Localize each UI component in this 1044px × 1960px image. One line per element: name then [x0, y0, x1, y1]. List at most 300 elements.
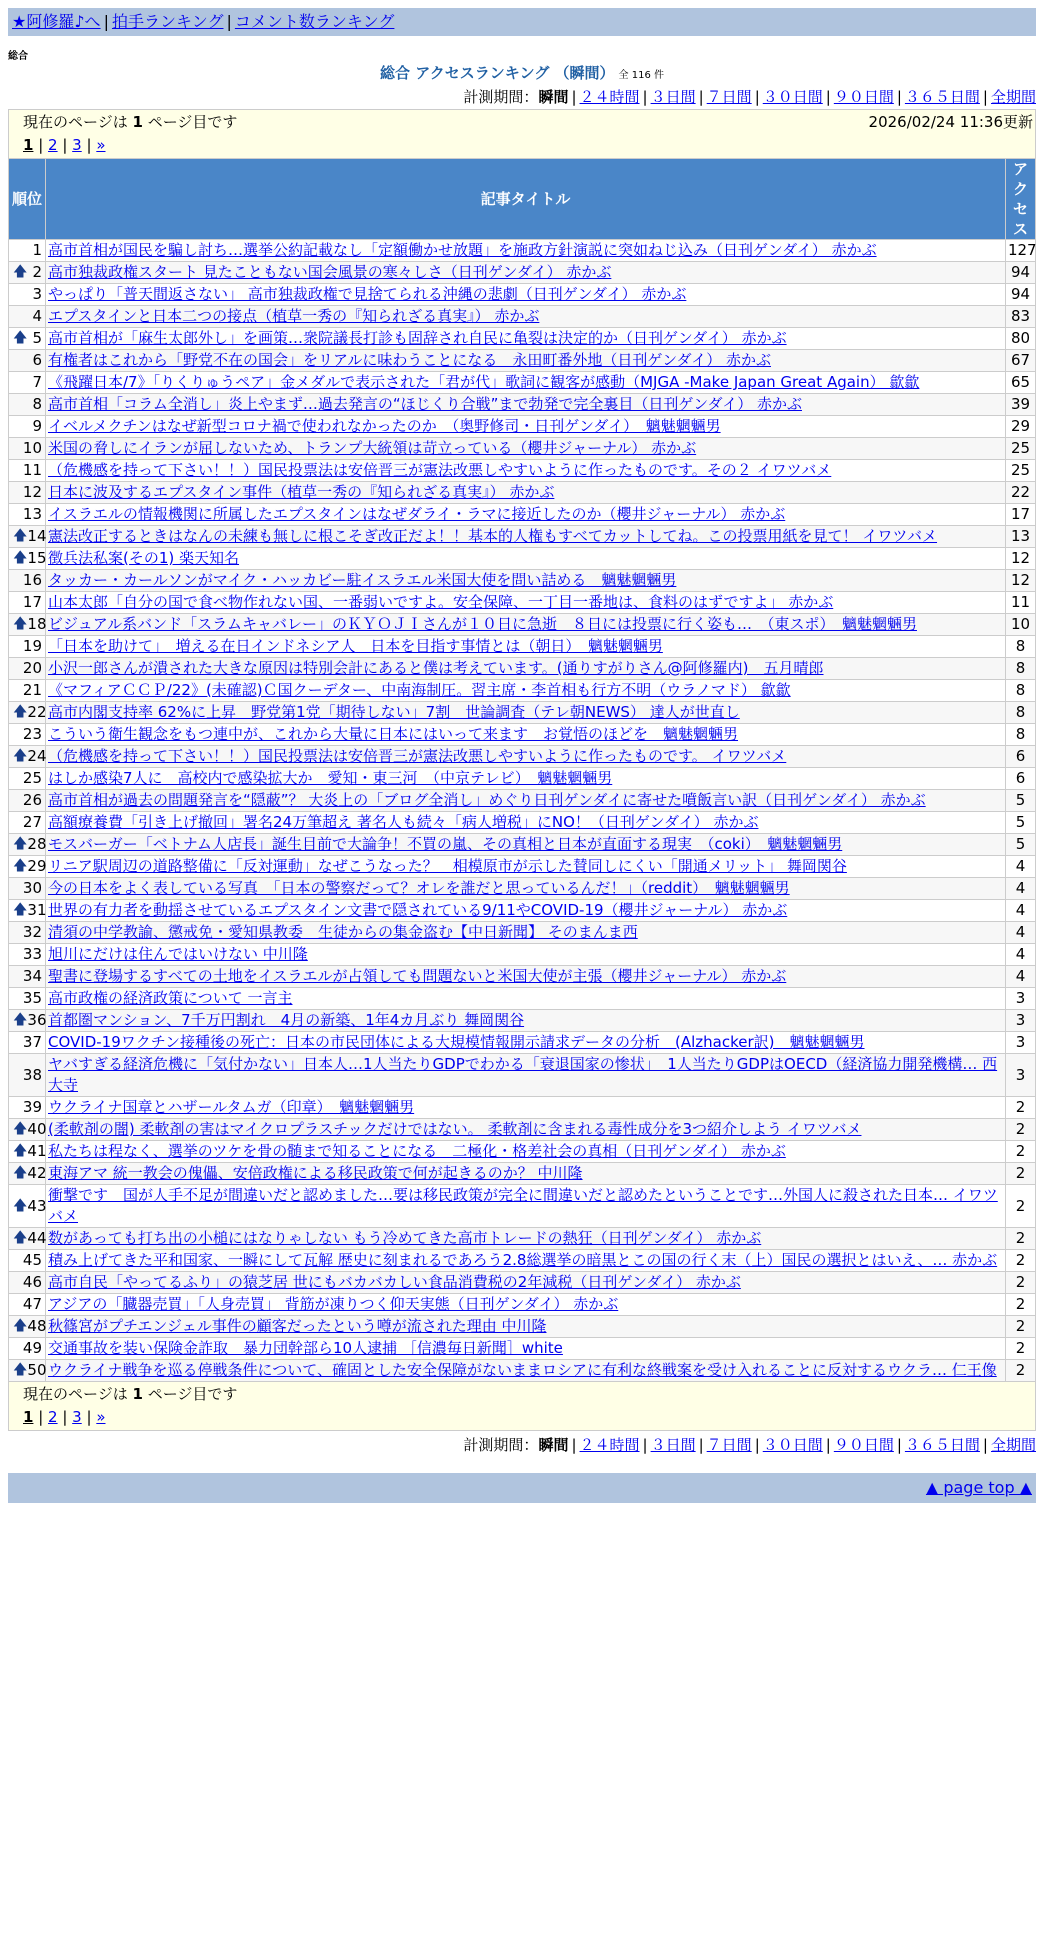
rank-cell	[9, 372, 46, 394]
separator: |	[571, 1436, 577, 1454]
article-link[interactable]: モスバーガー「ベトナム人店長」誕生目前で大論争！不買の嵐、その真相と日本が直面する現実 （coki） 魑魅魍魎男	[48, 835, 843, 853]
rank-up-arrow-icon: 🡅	[13, 528, 28, 544]
rank-up-arrow-icon: 🡅	[13, 858, 28, 874]
article-link[interactable]: イベルメクチンはなぜ新型コロナ禍で使われなかったのか （奥野修司・日刊ゲンダイ） 魑魅魍魎男	[48, 417, 721, 435]
article-link[interactable]: 徴兵法私案(その1) 楽天知名	[48, 549, 240, 567]
period-label: 計測期間：	[463, 1436, 539, 1454]
article-link[interactable]: 高市政権の経済政策について 一言主	[48, 989, 293, 1007]
pager-link-1[interactable]: 3	[72, 136, 82, 154]
period-link-4[interactable]: ９０日間	[833, 1436, 894, 1454]
period-link-2[interactable]: ７日間	[706, 88, 752, 106]
rank-number: 9	[32, 417, 42, 435]
period-link-5[interactable]: ３６５日間	[904, 88, 980, 106]
article-link[interactable]: 衝撃です 国が人手不足が間違いだと認めました…要は移民政策が完全に間違いだと認めたということです…外国人に殺された日本… イワツバメ	[48, 1186, 998, 1225]
rank-cell	[9, 966, 46, 988]
title-cell	[46, 416, 1006, 438]
pager-current: 1	[23, 1408, 34, 1426]
rank-cell	[9, 548, 46, 570]
title-cell	[46, 922, 1006, 944]
table-row	[9, 1032, 1036, 1054]
page-info-row	[9, 110, 1036, 159]
pager-link-2[interactable]: »	[96, 1408, 106, 1426]
article-link[interactable]: 山本太郎「自分の国で食べ物作れない国、一番弱いですよ。安全保障、一丁目一番地は、食料のはずですよ」 赤かぶ	[48, 593, 834, 611]
access-count: 8	[1005, 724, 1035, 746]
rank-cell	[9, 1185, 46, 1228]
rank-cell	[9, 658, 46, 680]
rank-up-arrow-icon: 🡅	[13, 1230, 28, 1246]
article-link[interactable]: 小沢一郎さんが潰された大きな原因は特別会計にあると僕は考えています。(通りすがりさん@阿修羅内) 五月晴郎	[48, 659, 824, 677]
rank-up-arrow-icon: 🡅	[13, 264, 28, 280]
separator: |	[57, 136, 73, 154]
access-count: 3	[1005, 988, 1035, 1010]
title-cell	[46, 1163, 1006, 1185]
title-cell	[46, 1010, 1006, 1032]
home-link[interactable]: ★阿修羅♪へ	[12, 12, 101, 31]
rank-number: 10	[22, 439, 42, 457]
title-cell	[46, 328, 1006, 350]
access-count: 8	[1005, 636, 1035, 658]
rank-cell	[9, 1294, 46, 1316]
rank-number: 7	[32, 373, 42, 391]
article-link[interactable]: 高市首相「コラム全消し」炎上やまず…過去発言の“ほじくり合戦”まで勃発で完全裏目（日刊ゲンダイ） 赤かぶ	[48, 395, 802, 413]
separator: |	[33, 1408, 49, 1426]
rank-header: 順位	[9, 159, 46, 240]
article-link[interactable]: 日本に波及するエプスタイン事件（植草一秀の『知られざる真実』） 赤かぶ	[48, 483, 555, 501]
article-link[interactable]: こういう衛生観念をもつ連中が、これから大量に日本にはいって来ます お覚悟のほどを 魑魅魍魎男	[48, 725, 739, 743]
rank-cell	[9, 1119, 46, 1141]
title-cell	[46, 284, 1006, 306]
pager-link-1[interactable]: 3	[72, 1408, 82, 1426]
separator: |	[81, 1408, 97, 1426]
article-link[interactable]: 憲法改正するときはなんの未練も無しに根こそぎ改正だよ！！基本的人権もすべてカットしてね。この投票用紙を見て！ イワツバメ	[48, 527, 938, 545]
article-link[interactable]: （危機感を持って下さい！！）国民投票法は安倍晋三が憲法改悪しやすいように作ったものです。その２ イワツバメ	[48, 461, 832, 479]
title-cell	[46, 812, 1006, 834]
title-cell	[46, 526, 1006, 548]
article-link[interactable]: COVID-19ワクチン接種後の死亡：日本の市民団体による大規模情報開示請求データの分析 (Alzhacker訳) 魑魅魍魎男	[48, 1033, 865, 1051]
table-row	[9, 1250, 1036, 1272]
table-row	[9, 306, 1036, 328]
title-cell	[46, 790, 1006, 812]
rank-up-arrow-icon: 🡅	[13, 902, 28, 918]
rank-cell	[9, 460, 46, 482]
footer-bar	[8, 1473, 1036, 1503]
pager-top	[9, 134, 1035, 158]
access-count: 2	[1005, 1119, 1035, 1141]
rank-number: 1	[32, 241, 42, 259]
title-cell	[46, 1185, 1006, 1228]
rank-cell	[9, 614, 46, 636]
rank-cell	[9, 1097, 46, 1119]
table-row	[9, 856, 1036, 878]
rank-up-arrow-icon: 🡅	[13, 616, 28, 632]
total-count: 全 116 件	[618, 70, 664, 81]
separator: |	[754, 1436, 760, 1454]
article-link[interactable]: 有権者はこれから「野党不在の国会」をリアルに味わうことになる 永田町番外地（日刊ゲンダイ） 赤かぶ	[48, 351, 771, 369]
access-count: 2	[1005, 1097, 1035, 1119]
title-cell	[46, 856, 1006, 878]
article-link[interactable]: 《マフィアＣＣＰ/22》(未確認)Ｃ国クーデター、中南海制圧。習主席・李首相も行方不明（ウラノマド） 歙歙	[48, 681, 791, 699]
rank-up-arrow-icon: 🡅	[13, 1121, 28, 1137]
article-link[interactable]: (柔軟剤の闇) 柔軟剤の害はマイクロプラスチックだけではない。 柔軟剤に含まれる毒性成分を3つ紹介しよう イワツバメ	[48, 1120, 862, 1138]
article-link[interactable]: 高額療養費「引き上げ撤回」署名24万筆超え 著名人も続々「病人増税」にNO！（日刊ゲンダイ） 赤かぶ	[48, 813, 759, 831]
rank-number: 4	[32, 307, 42, 325]
article-link[interactable]: （危機感を持って下さい！！）国民投票法は安倍晋三が憲法改悪しやすいように作ったものです。 イワツバメ	[48, 747, 787, 765]
period-current: 瞬間	[538, 1436, 569, 1454]
article-link[interactable]: 今の日本をよく表している写真 「日本の警察だって？オレを誰だと思っているんだ！」（reddit） 魑魅魍魎男	[48, 879, 790, 897]
article-link[interactable]: エプスタインと日本二つの接点（植草一秀の『知られざる真実』） 赤かぶ	[48, 307, 540, 325]
access-count: 2	[1005, 1185, 1035, 1228]
rank-cell	[9, 1163, 46, 1185]
rank-cell	[9, 1010, 46, 1032]
table-row	[9, 1360, 1036, 1382]
rank-cell	[9, 1250, 46, 1272]
title-cell	[46, 1294, 1006, 1316]
rank-cell	[9, 350, 46, 372]
rank-cell	[9, 834, 46, 856]
title-cell	[46, 1272, 1006, 1294]
table-row	[9, 834, 1036, 856]
title-cell	[46, 1119, 1006, 1141]
table-row	[9, 724, 1036, 746]
rank-cell	[9, 812, 46, 834]
article-link[interactable]: 旭川にだけは住んではいけない 中川隆	[48, 945, 308, 963]
access-count: 2	[1005, 1294, 1035, 1316]
access-count: 80	[1005, 328, 1035, 350]
rank-number: 50	[27, 1361, 47, 1379]
rank-number: 28	[27, 835, 47, 853]
rank-up-arrow-icon: 🡅	[13, 1362, 28, 1378]
separator: |	[642, 1436, 648, 1454]
rank-up-arrow-icon: 🡅	[13, 550, 28, 566]
access-count: 4	[1005, 966, 1035, 988]
rank-number: 37	[22, 1033, 42, 1051]
period-link-6[interactable]: 全期間	[990, 1436, 1036, 1454]
pager-bottom	[9, 1406, 1035, 1430]
rank-cell	[9, 680, 46, 702]
table-row	[9, 570, 1036, 592]
title-cell	[46, 900, 1006, 922]
rank-cell	[9, 746, 46, 768]
rank-number: 26	[22, 791, 42, 809]
rank-cell	[9, 284, 46, 306]
page-info-text: 現在のページは 1 ページ目です	[23, 113, 238, 131]
table-row	[9, 1163, 1036, 1185]
access-count: 25	[1005, 438, 1035, 460]
table-row	[9, 900, 1036, 922]
access-count: 127	[1005, 240, 1035, 262]
table-row	[9, 394, 1036, 416]
rank-cell	[9, 306, 46, 328]
article-link[interactable]: 交通事故を装い保険金詐取 暴力団幹部ら10人逮捕 ［信濃毎日新聞］white	[48, 1339, 563, 1357]
article-link[interactable]: 高市首相が「麻生太郎外し」を画策…衆院議長打診も固辞され自民に亀裂は決定的か（日刊ゲンダイ） 赤かぶ	[48, 329, 787, 347]
access-count: 3	[1005, 1032, 1035, 1054]
rank-cell	[9, 944, 46, 966]
top-nav: ★阿修羅♪へ | 拍手ランキング | コメント数ランキング	[8, 8, 1036, 36]
rank-cell	[9, 1360, 46, 1382]
article-link[interactable]: 清須の中学教諭、懲戒免・愛知県教委 生徒からの集金盗む【中日新聞】 そのまんま西	[48, 923, 638, 941]
separator: |	[642, 88, 648, 106]
rank-number: 30	[22, 879, 42, 897]
rank-up-arrow-icon: 🡅	[13, 836, 28, 852]
period-link-1[interactable]: ３日間	[650, 1436, 696, 1454]
table-row	[9, 614, 1036, 636]
article-link[interactable]: 《飛躍日本/7》「りくりゅうペア」金メダルで表示された「君が代」歌詞に観客が感動（MJGA -Make Japan Great Again） 歙歙	[48, 373, 920, 391]
article-link[interactable]: 「日本を助けて」 増える在日インドネシア人 日本を目指す事情とは（朝日） 魑魅魍魎男	[48, 637, 663, 655]
title-cell	[46, 1032, 1006, 1054]
pager-link-2[interactable]: »	[96, 136, 106, 154]
separator: |	[982, 1436, 988, 1454]
comment-ranking-link[interactable]: コメント数ランキング	[234, 12, 395, 31]
table-header-row	[9, 159, 1036, 240]
access-count: 4	[1005, 878, 1035, 900]
article-link[interactable]: 数があっても打ち出の小槌にはなりゃしない もう冷めてきた高市トレードの熱狂（日刊ゲンダイ） 赤かぶ	[48, 1229, 762, 1247]
separator: |	[571, 88, 577, 106]
article-link[interactable]: タッカー・カールソンがマイク・ハッカビー駐イスラエル米国大使を問い詰める 魑魅魍魎男	[48, 571, 677, 589]
article-link[interactable]: 高市首相が過去の問題発言を“隠蔽”？ 大炎上の「ブログ全消し」めぐり日刊ゲンダイに寄せた噴飯言い訳（日刊ゲンダイ） 赤かぶ	[48, 791, 926, 809]
table-row	[9, 240, 1036, 262]
title-cell	[46, 636, 1006, 658]
table-row	[9, 504, 1036, 526]
title-cell	[46, 460, 1006, 482]
separator: |	[57, 1408, 73, 1426]
access-count: 29	[1005, 416, 1035, 438]
article-link[interactable]: 私たちは程なく、選挙のツケを骨の髄まで知ることになる 二極化・格差社会の真相（日刊ゲンダイ） 赤かぶ	[48, 1142, 786, 1160]
rank-cell	[9, 592, 46, 614]
table-row	[9, 592, 1036, 614]
article-link[interactable]: ビジュアル系バンド「スラムキャバレー」のＫＹＯＪＩさんが１０日に急逝 ８日には投票に行く姿も… （東スポ） 魑魅魍魎男	[48, 615, 917, 633]
period-link-0[interactable]: ２４時間	[579, 88, 640, 106]
period-link-3[interactable]: ３０日間	[762, 88, 823, 106]
rank-up-arrow-icon: 🡅	[13, 330, 28, 346]
title-cell	[46, 680, 1006, 702]
rank-cell	[9, 262, 46, 284]
title-cell	[46, 702, 1006, 724]
table-row	[9, 284, 1036, 306]
rank-up-arrow-icon: 🡅	[13, 1165, 28, 1181]
period-link-0[interactable]: ２４時間	[579, 1436, 640, 1454]
table-row	[9, 460, 1036, 482]
rank-cell	[9, 328, 46, 350]
access-count: 4	[1005, 922, 1035, 944]
rank-number: 6	[32, 351, 42, 369]
period-selector-top	[8, 85, 1036, 109]
title-cell	[46, 592, 1006, 614]
rank-number: 45	[22, 1251, 42, 1269]
title-cell	[46, 944, 1006, 966]
rank-cell	[9, 438, 46, 460]
title-cell	[46, 1360, 1006, 1382]
rank-cell	[9, 1228, 46, 1250]
rank-cell	[9, 1141, 46, 1163]
article-link[interactable]: 高市自民「やってるふり」の猿芝居 世にもバカバカしい食品消費税の2年減税（日刊ゲンダイ） 赤かぶ	[48, 1273, 741, 1291]
table-row	[9, 680, 1036, 702]
table-row	[9, 526, 1036, 548]
rank-number: 35	[22, 989, 42, 1007]
article-link[interactable]: 高市独裁政権スタート 見たこともない国会風景の寒々しさ（日刊ゲンダイ） 赤かぶ	[48, 263, 612, 281]
rank-number: 20	[22, 659, 42, 677]
access-count: 6	[1005, 768, 1035, 790]
title-cell	[46, 1338, 1006, 1360]
title-cell	[46, 306, 1006, 328]
table-row	[9, 988, 1036, 1010]
article-link[interactable]: 秋篠宮がプチエンジェル事件の顧客だったという噂が流された理由 中川隆	[48, 1317, 547, 1335]
page-top-link[interactable]: ▲ page top ▲	[925, 1478, 1032, 1497]
access-count: 8	[1005, 680, 1035, 702]
table-row	[9, 372, 1036, 394]
article-link[interactable]: 米国の脅しにイランが屈しないため、トランプ大統領は苛立っている（櫻井ジャーナル） 赤かぶ	[48, 439, 697, 457]
period-link-4[interactable]: ９０日間	[833, 88, 894, 106]
rank-number: 42	[27, 1164, 47, 1182]
access-count: 3	[1005, 1054, 1035, 1097]
rank-cell	[9, 922, 46, 944]
title-cell	[46, 394, 1006, 416]
title-cell	[46, 372, 1006, 394]
rank-cell	[9, 1272, 46, 1294]
article-link[interactable]: はしか感染7人に 高校内で感染拡大か 愛知・東三河 （中京テレビ） 魑魅魍魎男	[48, 769, 613, 787]
access-count: 39	[1005, 394, 1035, 416]
rank-cell	[9, 636, 46, 658]
table-row	[9, 1228, 1036, 1250]
period-link-2[interactable]: ７日間	[706, 1436, 752, 1454]
article-link[interactable]: ウクライナ戦争を巡る停戦条件について、確固とした安全保障がないままロシアに有利な終戦案を受け入れることに反対するウクラ… 仁王像	[48, 1361, 997, 1379]
separator: |	[896, 1436, 902, 1454]
rank-cell	[9, 504, 46, 526]
pager-link-0[interactable]: 2	[48, 1408, 58, 1426]
rank-up-arrow-icon: 🡅	[13, 748, 28, 764]
table-row	[9, 1141, 1036, 1163]
title-cell	[46, 1228, 1006, 1250]
rank-cell	[9, 1316, 46, 1338]
rank-number: 5	[32, 329, 42, 347]
access-count: 13	[1005, 526, 1035, 548]
period-link-6[interactable]: 全期間	[990, 88, 1036, 106]
ranking-table	[8, 109, 1036, 1431]
title-cell	[46, 1141, 1006, 1163]
rank-cell	[9, 1054, 46, 1097]
article-link[interactable]: 東海アマ 統一教会の傀儡、安倍政権による移民政策で何が起きるのか？ 中川隆	[48, 1164, 583, 1182]
table-row	[9, 746, 1036, 768]
rank-number: 12	[22, 483, 42, 501]
table-row	[9, 658, 1036, 680]
rank-number: 22	[27, 703, 47, 721]
title-cell	[46, 262, 1006, 284]
rank-cell	[9, 416, 46, 438]
rank-cell	[9, 790, 46, 812]
table-row	[9, 482, 1036, 504]
rank-number: 43	[27, 1196, 47, 1215]
title-cell	[46, 570, 1006, 592]
period-current: 瞬間	[538, 88, 569, 106]
rank-up-arrow-icon: 🡅	[13, 1197, 28, 1214]
access-count: 2	[1005, 1272, 1035, 1294]
title-cell	[46, 350, 1006, 372]
access-count: 10	[1005, 614, 1035, 636]
access-count: 4	[1005, 856, 1035, 878]
rank-cell	[9, 856, 46, 878]
rank-number: 11	[22, 461, 42, 479]
rank-number: 13	[22, 505, 42, 523]
rank-up-arrow-icon: 🡅	[13, 1143, 28, 1159]
ranking-title-line	[8, 61, 1036, 85]
article-link[interactable]: 高市首相が国民を騙し討ち…選挙公約記載なし「定額働かせ放題」を施政方針演説に突如ねじ込み（日刊ゲンダイ） 赤かぶ	[48, 241, 877, 259]
rank-number: 39	[22, 1098, 42, 1116]
access-count: 94	[1005, 262, 1035, 284]
article-link[interactable]: アジアの「臓器売買」「人身売買」 背筋が凍りつく仰天実態（日刊ゲンダイ） 赤かぶ	[48, 1295, 619, 1313]
rank-number: 33	[22, 945, 42, 963]
access-count: 25	[1005, 460, 1035, 482]
rank-number: 49	[22, 1339, 42, 1357]
clap-ranking-link[interactable]: 拍手ランキング	[111, 12, 224, 31]
title-cell	[46, 438, 1006, 460]
access-count: 67	[1005, 350, 1035, 372]
access-count: 2	[1005, 1338, 1035, 1360]
table-row	[9, 1054, 1036, 1097]
period-link-3[interactable]: ３０日間	[762, 1436, 823, 1454]
article-link[interactable]: 世界の有力者を動揺させているエプスタイン文書で隠されている9/11やCOVID-19（櫻井ジャーナル） 赤かぶ	[48, 901, 788, 919]
rank-number: 25	[22, 769, 42, 787]
article-link[interactable]: イスラエルの情報機関に所属したエプスタインはなぜダライ・ラマに接近したのか（櫻井ジャーナル） 赤かぶ	[48, 505, 786, 523]
access-count: 2	[1005, 1316, 1035, 1338]
separator: |	[982, 88, 988, 106]
rank-number: 21	[22, 681, 42, 699]
article-link[interactable]: ウクライナ国章とハザールタムガ（印章） 魑魅魍魎男	[48, 1098, 415, 1116]
access-count: 2	[1005, 1228, 1035, 1250]
table-row	[9, 1097, 1036, 1119]
access-count: 5	[1005, 834, 1035, 856]
access-count: 2	[1005, 1360, 1035, 1382]
table-row	[9, 1338, 1036, 1360]
access-count: 12	[1005, 570, 1035, 592]
separator: |	[825, 88, 831, 106]
pager-link-0[interactable]: 2	[48, 136, 58, 154]
article-link[interactable]: リニア駅周辺の道路整備に「反対運動」なぜこうなった？ 相模原市が示した賛同しにくい「開通メリット」 舞岡関谷	[48, 857, 847, 875]
period-selector-bottom	[8, 1433, 1036, 1457]
article-link[interactable]: 首都圏マンション、7千万円割れ 4月の新築、1年4カ月ぶり 舞岡関谷	[48, 1011, 525, 1029]
period-label: 計測期間：	[463, 88, 539, 106]
access-count: 17	[1005, 504, 1035, 526]
separator: |	[33, 136, 49, 154]
title-cell	[46, 1097, 1006, 1119]
title-header: 記事タイトル	[46, 159, 1006, 240]
access-count: 94	[1005, 284, 1035, 306]
title-cell	[46, 834, 1006, 856]
rank-number: 8	[32, 395, 42, 413]
article-link[interactable]: 積み上げてきた平和国家、一瞬にして瓦解 歴史に刻まれるであろう2.8総選挙の暗黒とこの国の行く末（上）国民の選択とはいえ、… 赤かぶ	[48, 1251, 998, 1269]
title-cell	[46, 658, 1006, 680]
table-row	[9, 922, 1036, 944]
table-row	[9, 878, 1036, 900]
period-link-5[interactable]: ３６５日間	[904, 1436, 980, 1454]
rank-number: 34	[22, 967, 42, 985]
separator: |	[698, 88, 704, 106]
table-row	[9, 812, 1036, 834]
access-count: 4	[1005, 900, 1035, 922]
pager-current: 1	[23, 136, 34, 154]
separator: |	[81, 136, 97, 154]
rank-cell	[9, 724, 46, 746]
title-cell	[46, 746, 1006, 768]
access-count: 2	[1005, 1250, 1035, 1272]
article-link[interactable]: 聖書に登場するすべての土地をイスラエルが占領しても問題ないと米国大使が主張（櫻井ジャーナル） 赤かぶ	[48, 967, 787, 985]
rank-number: 14	[27, 527, 47, 545]
rank-number: 18	[27, 615, 47, 633]
article-link[interactable]: やっぱり「普天間返さない」 高市独裁政権で見捨てられる沖縄の悲劇（日刊ゲンダイ） 赤かぶ	[48, 285, 687, 303]
article-link[interactable]: 高市内閣支持率 62%に上昇 野党第1党「期待しない」7割 世論調査（テレ朝NEWS） 達人が世直し	[48, 703, 740, 721]
access-count: 8	[1005, 702, 1035, 724]
article-link[interactable]: ヤバすぎる経済危機に「気付かない」日本人…1人当たりGDPでわかる「衰退国家の惨状」 1人当たりGDPはOECD（経済協力開発機構… 西大寺	[48, 1055, 998, 1094]
title-cell	[46, 504, 1006, 526]
period-link-1[interactable]: ３日間	[650, 88, 696, 106]
